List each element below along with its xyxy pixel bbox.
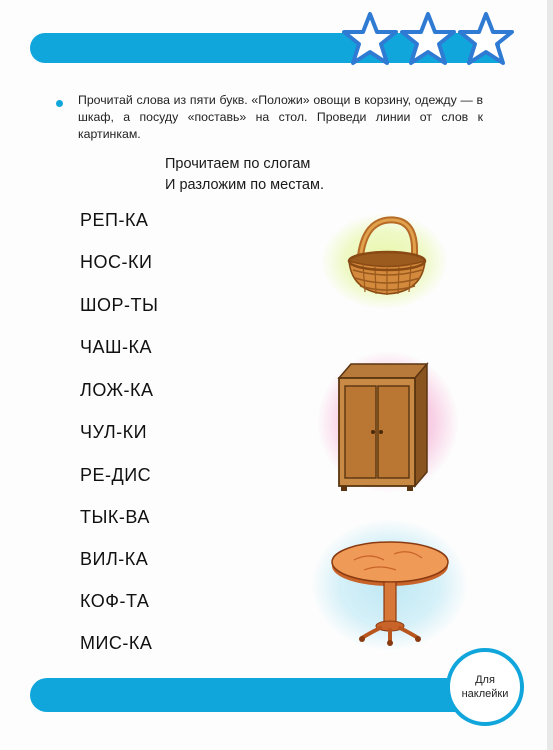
word-item[interactable]: КОФ-ТА (80, 591, 150, 611)
poem-line-1: Прочитаем по слогам (165, 156, 311, 172)
page-edge (547, 0, 553, 750)
wardrobe-image[interactable] (333, 360, 433, 492)
star-icon (402, 14, 454, 63)
word-item[interactable]: РЕП-КА (80, 210, 149, 230)
word-item[interactable]: ЛОЖ-КА (80, 380, 154, 400)
table-image[interactable] (324, 538, 456, 650)
word-item[interactable]: ШОР-ТЫ (80, 295, 159, 315)
stars-rating (342, 10, 522, 76)
sticker-label: Для наклейки (461, 674, 509, 700)
word-item[interactable]: ТЫК-ВА (80, 507, 150, 527)
sticker-placeholder[interactable] (446, 648, 524, 726)
star-icon (460, 14, 512, 63)
poem-line-2: И разложим по местам. (165, 177, 324, 193)
footer-bar (30, 678, 470, 712)
poem (165, 154, 324, 196)
bullet-icon (56, 100, 63, 107)
word-item[interactable]: МИС-КА (80, 633, 153, 653)
word-item[interactable]: РЕ-ДИС (80, 465, 152, 485)
word-item[interactable]: НОС-КИ (80, 252, 153, 272)
word-item[interactable]: ВИЛ-КА (80, 549, 149, 569)
basket-image[interactable] (338, 214, 438, 304)
star-icon (344, 14, 396, 63)
word-item[interactable]: ЧАШ-КА (80, 337, 152, 357)
task-instruction: Прочитай слова из пяти букв. «Положи» овощи в корзину, одежду — в шкаф, а посуду «поставь» на стол. Проведи линии от слов к картинкам. (78, 93, 483, 141)
word-item[interactable]: ЧУЛ-КИ (80, 422, 148, 442)
